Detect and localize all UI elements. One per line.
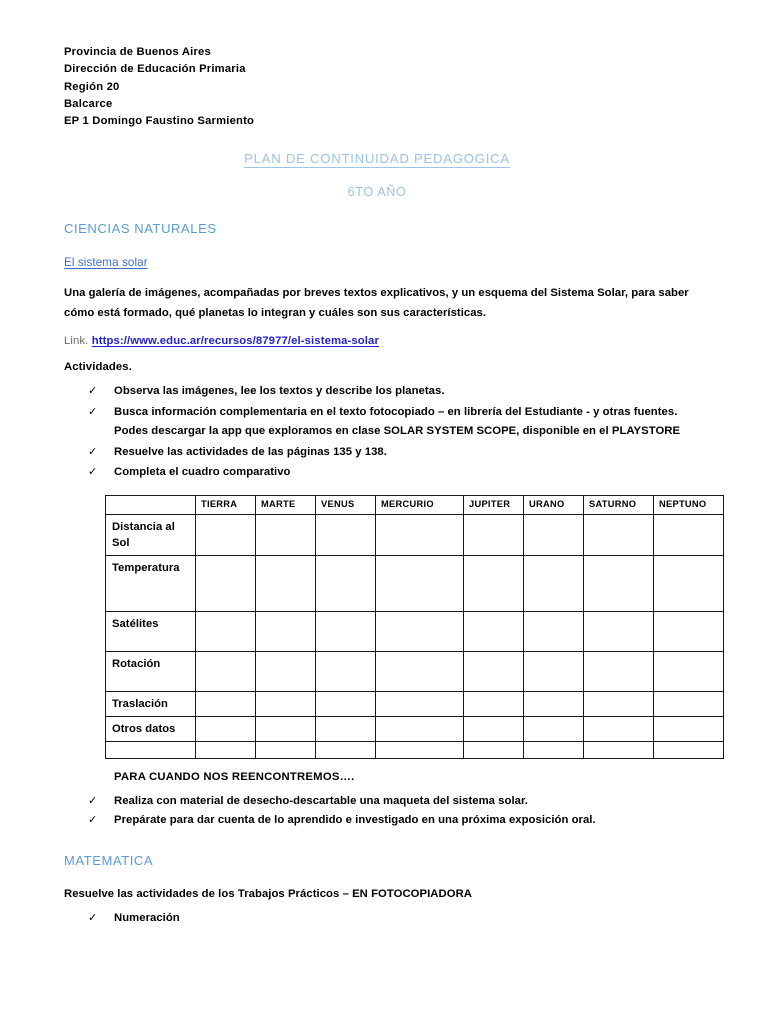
table-cell[interactable] — [524, 651, 584, 691]
checkmark-icon: ✓ — [88, 911, 98, 924]
comparison-table — [105, 495, 724, 759]
table-cell[interactable] — [316, 611, 376, 651]
table-cell[interactable] — [316, 555, 376, 611]
list-item — [64, 403, 690, 442]
table-cell[interactable] — [524, 691, 584, 716]
table-row-label: Satélites — [106, 611, 196, 651]
resource-link-line — [64, 335, 690, 347]
table-cell[interactable] — [654, 716, 724, 741]
table-col-header: MARTE — [256, 495, 316, 514]
page-title — [64, 151, 690, 166]
list-item — [64, 443, 690, 463]
letterhead-line: Provincia de Buenos Aires — [64, 46, 211, 58]
closing-section-title: PARA CUANDO NOS REENCONTREMOS…. — [114, 770, 355, 783]
page-subtitle: 6TO AÑO — [347, 185, 407, 200]
table-cell[interactable] — [316, 716, 376, 741]
table-cell[interactable] — [196, 611, 256, 651]
table-row — [106, 611, 724, 651]
list-item — [64, 811, 690, 831]
table-row — [106, 555, 724, 611]
table-cell[interactable] — [256, 741, 316, 758]
table-col-header: JUPITER — [464, 495, 524, 514]
table-cell[interactable] — [376, 651, 464, 691]
letterhead-line: Dirección de Educación Primaria — [64, 63, 246, 76]
table-cell[interactable] — [256, 514, 316, 555]
table-cell[interactable] — [464, 651, 524, 691]
table-cell[interactable] — [654, 741, 724, 758]
letterhead-line: Región 20 — [64, 80, 120, 93]
closing-list — [64, 792, 690, 831]
ciencias-description: Una galería de imágenes, acompañadas por breves textos explicativos, y un esquema del Sistema Solar, para saber cómo está formado, qué planetas lo integran y cuáles son sus características. — [64, 287, 689, 319]
resource-hyperlink[interactable]: https://www.educ.ar/recursos/87977/el-sistema-solar — [91, 335, 379, 348]
table-cell[interactable] — [376, 691, 464, 716]
table-cell[interactable] — [256, 691, 316, 716]
table-row-label: Otros datos — [106, 716, 196, 741]
table-cell[interactable] — [524, 555, 584, 611]
table-row — [106, 691, 724, 716]
table-cell[interactable] — [376, 555, 464, 611]
table-cell[interactable] — [654, 611, 724, 651]
table-cell[interactable] — [524, 741, 584, 758]
table-row — [106, 741, 724, 758]
table-cell[interactable] — [524, 716, 584, 741]
table-cell[interactable] — [464, 514, 524, 555]
table-col-header: MERCURIO — [376, 495, 464, 514]
table-row-label: Rotación — [106, 651, 196, 691]
table-cell[interactable] — [654, 691, 724, 716]
list-item-text: Completa el cuadro comparativo — [114, 466, 291, 479]
table-cell[interactable] — [376, 716, 464, 741]
table-row-label: Distancia al Sol — [106, 514, 196, 555]
list-item-text: Realiza con material de desecho-descartable una maqueta del sistema solar. — [114, 794, 528, 807]
letterhead — [64, 44, 690, 130]
table-cell[interactable] — [376, 514, 464, 555]
table-cell[interactable] — [196, 741, 256, 758]
table-cell[interactable] — [654, 555, 724, 611]
list-item-text: Busca información complementaria en el texto fotocopiado – en librería del Estudiante - y otras fuentes. Podes descargar la app que exploramos en clase SOLAR SYSTEM SCOPE, disponible en el PLAYSTORE — [114, 405, 681, 438]
checkmark-icon: ✓ — [88, 814, 98, 827]
table-cell[interactable] — [256, 555, 316, 611]
list-item — [64, 792, 690, 812]
list-item — [64, 382, 690, 402]
table-cell[interactable] — [584, 611, 654, 651]
table-cell[interactable] — [196, 514, 256, 555]
list-item — [64, 463, 690, 483]
section-heading-ciencias-naturales: CIENCIAS NATURALES — [64, 221, 217, 237]
table-cell[interactable] — [316, 741, 376, 758]
page-title-text: PLAN DE CONTINUIDAD PEDAGOGICA — [244, 151, 510, 167]
table-col-header: URANO — [524, 495, 584, 514]
table-cell[interactable] — [584, 651, 654, 691]
table-col-header: TIERRA — [196, 495, 256, 514]
letterhead-line: Balcarce — [64, 97, 113, 110]
table-cell[interactable] — [316, 514, 376, 555]
table-cell[interactable] — [464, 555, 524, 611]
list-item-text: Numeración — [114, 911, 180, 924]
table-col-header: SATURNO — [584, 495, 654, 514]
table-cell[interactable] — [464, 741, 524, 758]
table-cell[interactable] — [376, 611, 464, 651]
table-cell[interactable] — [654, 651, 724, 691]
checkmark-icon: ✓ — [88, 445, 98, 458]
table-cell[interactable] — [196, 555, 256, 611]
checkmark-icon: ✓ — [88, 466, 98, 479]
table-cell[interactable] — [316, 691, 376, 716]
table-cell[interactable] — [256, 716, 316, 741]
checkmark-icon: ✓ — [88, 385, 98, 398]
comparison-table-wrapper — [105, 495, 707, 759]
table-cell[interactable] — [524, 611, 584, 651]
activities-list — [64, 382, 690, 483]
checkmark-icon: ✓ — [88, 794, 98, 807]
list-item-text: Observa las imágenes, lee los textos y describe los planetas. — [114, 385, 445, 398]
table-cell[interactable] — [196, 651, 256, 691]
table-col-header — [106, 495, 196, 514]
table-cell[interactable] — [376, 741, 464, 758]
table-cell[interactable] — [584, 555, 654, 611]
matematica-list — [64, 909, 690, 929]
table-col-header: VENUS — [316, 495, 376, 514]
table-cell[interactable] — [464, 691, 524, 716]
table-row-label — [106, 741, 196, 758]
matematica-intro: Resuelve las actividades de los Trabajos Prácticos – EN FOTOCOPIADORA — [64, 887, 473, 900]
checkmark-icon: ✓ — [88, 405, 98, 418]
table-cell[interactable] — [584, 514, 654, 555]
list-item-text: Resuelve las actividades de las páginas 135 y 138. — [114, 445, 387, 458]
table-cell[interactable] — [316, 651, 376, 691]
table-cell[interactable] — [196, 691, 256, 716]
table-row-label: Traslación — [106, 691, 196, 716]
table-cell[interactable] — [654, 514, 724, 555]
table-row-label: Temperatura — [106, 555, 196, 611]
table-cell[interactable] — [256, 651, 316, 691]
table-row — [106, 716, 724, 741]
topic-link-sistema-solar[interactable]: El sistema solar — [64, 256, 148, 270]
table-col-header: NEPTUNO — [654, 495, 724, 514]
list-item — [64, 909, 690, 929]
activities-label: Actividades. — [64, 361, 132, 374]
table-row — [106, 514, 724, 555]
table-cell[interactable] — [464, 716, 524, 741]
table-cell[interactable] — [196, 716, 256, 741]
list-item-text: Prepárate para dar cuenta de lo aprendido e investigado en una próxima exposición oral. — [114, 814, 596, 827]
table-cell[interactable] — [256, 611, 316, 651]
link-label: Link. — [64, 335, 89, 348]
table-cell[interactable] — [584, 716, 654, 741]
table-cell[interactable] — [584, 691, 654, 716]
table-cell[interactable] — [464, 611, 524, 651]
table-cell[interactable] — [524, 514, 584, 555]
table-row — [106, 651, 724, 691]
letterhead-line: EP 1 Domingo Faustino Sarmiento — [64, 115, 255, 128]
section-heading-matematica: MATEMATICA — [64, 852, 154, 868]
table-header-row — [106, 495, 724, 514]
table-cell[interactable] — [584, 741, 654, 758]
